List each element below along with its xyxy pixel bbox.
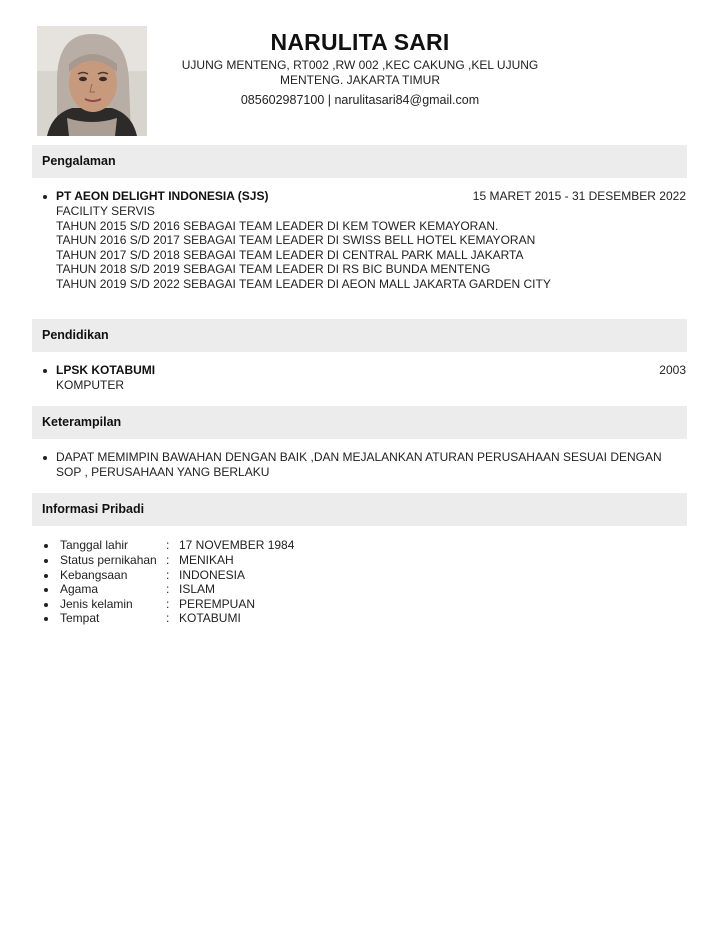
- section-experience: [32, 145, 687, 178]
- portrait-image: [37, 26, 147, 136]
- section-title: Pengalaman: [42, 154, 116, 168]
- skill-text: DAPAT MEMIMPIN BAWAHAN DENGAN BAIK ,DAN MEJALANKAN ATURAN PERUSAHAAN SESUAI DENGAN: [56, 450, 662, 464]
- section-title: Informasi Pribadi: [42, 502, 145, 516]
- info-label: Jenis kelamin: [60, 597, 133, 611]
- section-title: Keterampilan: [42, 415, 122, 429]
- info-separator: :: [166, 611, 170, 625]
- bullet-icon: [43, 369, 47, 373]
- bullet-icon: [44, 617, 48, 621]
- info-value: PEREMPUAN: [179, 597, 256, 611]
- person-name: NARULITA SARI: [270, 29, 450, 55]
- info-separator: :: [166, 568, 170, 582]
- address: UJUNG MENTENG, RT002 ,RW 002 ,KEC CAKUNG ,KEL UJUNG MENTENG. JAKARTA TIMUR: [181, 58, 539, 87]
- info-value: KOTABUMI: [179, 611, 241, 625]
- info-separator: :: [166, 553, 170, 567]
- info-separator: :: [166, 597, 170, 611]
- bullet-icon: [44, 603, 48, 607]
- bullet-icon: [44, 559, 48, 563]
- info-value: MENIKAH: [179, 553, 234, 567]
- bullet-icon: [43, 195, 47, 199]
- cv-header: [160, 28, 560, 107]
- info-separator: :: [166, 582, 170, 596]
- bullet-icon: [44, 544, 48, 548]
- school-name: LPSK KOTABUMI: [56, 363, 156, 377]
- info-value: 17 NOVEMBER 1984: [179, 538, 295, 552]
- bullet-icon: [43, 456, 47, 460]
- info-label: Tanggal lahir: [60, 538, 129, 552]
- info-value: ISLAM: [179, 582, 216, 596]
- bullet-icon: [44, 588, 48, 592]
- info-label: Kebangsaan: [60, 568, 128, 582]
- experience-detail: TAHUN 2017 S/D 2018 SEBAGAI TEAM LEADER DI CENTRAL PARK MALL JAKARTA: [56, 247, 524, 262]
- experience-detail: TAHUN 2016 S/D 2017 SEBAGAI TEAM LEADER DI SWISS BELL HOTEL KEMAYORAN: [56, 233, 536, 247]
- section-personal-info: [32, 493, 687, 526]
- contact-info: 085602987100 | narulitasari84@gmail.com: [240, 93, 480, 107]
- company-name: PT AEON DELIGHT INDONESIA (SJS): [56, 189, 269, 203]
- info-value: INDONESIA: [179, 568, 246, 582]
- section-title: Pendidikan: [42, 328, 109, 342]
- education-year: 2003: [659, 363, 686, 377]
- experience-detail: TAHUN 2018 S/D 2019 SEBAGAI TEAM LEADER DI RS BIC BUNDA MENTENG: [56, 262, 491, 276]
- skill-text: SOP , PERUSAHAAN YANG BERLAKU: [56, 465, 270, 479]
- info-label: Agama: [60, 582, 99, 596]
- experience-period: 15 MARET 2015 - 31 DESEMBER 2022: [472, 189, 686, 203]
- job-role: FACILITY SERVIS: [56, 204, 155, 218]
- profile-photo: [37, 26, 147, 136]
- experience-detail: TAHUN 2015 S/D 2016 SEBAGAI TEAM LEADER DI KEM TOWER KEMAYORAN.: [56, 218, 499, 233]
- info-label: Status pernikahan: [60, 553, 157, 567]
- section-education: [32, 319, 687, 352]
- experience-detail: TAHUN 2019 S/D 2022 SEBAGAI TEAM LEADER DI AEON MALL JAKARTA GARDEN CITY: [56, 276, 551, 291]
- info-label: Tempat: [60, 611, 100, 625]
- info-separator: :: [166, 538, 170, 552]
- bullet-icon: [44, 574, 48, 578]
- education-major: KOMPUTER: [56, 378, 125, 392]
- section-skills: [32, 406, 687, 439]
